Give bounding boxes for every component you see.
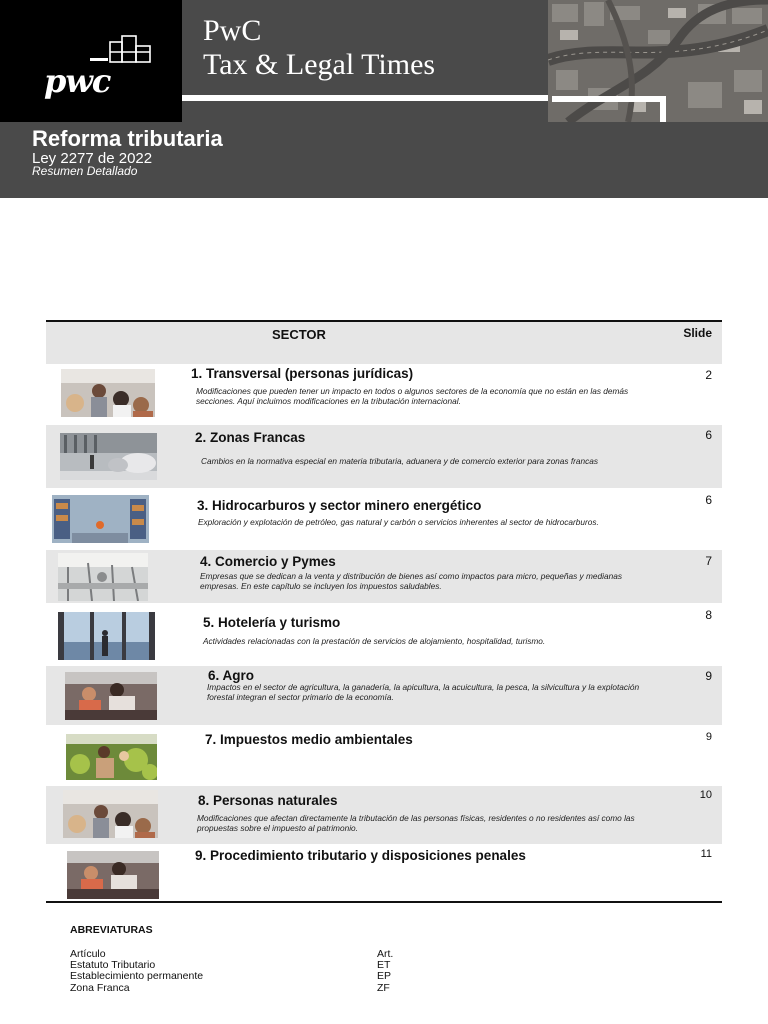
pwc-logo — [0, 0, 182, 122]
abbreviation-code: ZF — [377, 982, 390, 994]
row-description: Modificaciones que afectan directamente la tributación de las personas físicas, residentes o no residentes así como las propuestas sobre el impuesto al patrimonio. — [197, 813, 635, 833]
publication-title-line1: PwC — [203, 14, 262, 47]
greenhouse-thumbnail — [66, 734, 157, 780]
row-slide-number: 11 — [700, 848, 712, 860]
parking-lot-thumbnail — [60, 433, 157, 480]
column-header-slide: Slide — [683, 326, 712, 340]
report-note: Resumen Detallado — [32, 164, 138, 178]
publication-title-line2: Tax & Legal Times — [203, 48, 436, 81]
table-row-ambientales[interactable] — [46, 728, 722, 784]
abbreviation-term: Zona Franca — [70, 982, 130, 994]
row-description: Impactos en el sector de agricultura, la ganadería, la apicultura, la acuicultura, la pesca, la silvicultura y la explotación forestal integran el sector primario de la economía. — [207, 682, 640, 702]
row-description: Exploración y explotación de petróleo, gas natural y carbón o servicios inherentes al sector de hidrocarburos. — [198, 517, 599, 527]
column-header-sector: SECTOR — [272, 327, 326, 342]
row-title: 2. Zonas Francas — [195, 430, 306, 445]
abbreviation-code: ET — [377, 959, 391, 971]
warehouse-thumbnail — [52, 495, 149, 543]
factory-thumbnail — [58, 553, 148, 601]
row-title: 3. Hidrocarburos y sector minero energético — [197, 498, 482, 513]
row-slide-number: 9 — [705, 731, 712, 743]
city-image-frame-edge — [660, 96, 666, 122]
city-aerial-image — [548, 0, 768, 122]
table-row-personas-naturales[interactable] — [46, 786, 722, 844]
abbreviation-code: EP — [377, 970, 392, 982]
abbreviation-item — [70, 982, 400, 994]
table-bottom-rule — [46, 901, 722, 903]
row-title: 8. Personas naturales — [198, 793, 338, 808]
abbreviation-term: Estatuto Tributario — [70, 959, 156, 971]
report-title: Reforma tributaria — [32, 126, 223, 151]
table-row-agro[interactable] — [46, 666, 722, 725]
people-sofa-thumbnail — [65, 672, 157, 720]
row-slide-number: 10 — [699, 789, 712, 801]
table-row-transversal[interactable] — [46, 364, 722, 422]
table-row-zonas-francas[interactable] — [46, 425, 722, 488]
people-meeting-thumbnail — [63, 790, 158, 838]
row-description: Actividades relacionadas con la prestación de servicios de alojamiento, hospitalidad, turismo. — [203, 636, 546, 646]
window-view-thumbnail — [58, 612, 155, 660]
row-description: Cambios en la normativa especial en materia tributaria, aduanera y de comercio exterior para zonas francas — [201, 456, 599, 466]
report-law: Ley 2277 de 2022 — [32, 150, 153, 167]
header-gray-strip — [182, 101, 548, 122]
row-slide-number: 8 — [705, 608, 712, 622]
pwc-logo-dash — [90, 58, 108, 61]
people-meeting-thumbnail — [61, 369, 155, 417]
row-description: Empresas que se dedican a la venta y distribución de bienes así como impactos para micro, pequeñas y medianas empresas. En este capítulo se incluyen los impuestos saludables. — [200, 571, 622, 591]
row-slide-number: 2 — [705, 368, 712, 382]
row-title: 5. Hotelería y turismo — [203, 615, 341, 630]
row-title: 7. Impuestos medio ambientales — [205, 732, 413, 747]
pwc-logo-text: pwc — [44, 62, 111, 100]
row-title: 9. Procedimiento tributario y disposiciones penales — [195, 848, 526, 863]
abbreviation-item — [70, 970, 400, 982]
publication-title-box — [182, 0, 548, 95]
row-slide-number: 6 — [705, 428, 712, 442]
row-slide-number: 9 — [705, 669, 712, 683]
pwc-logo-mark-icon — [108, 34, 152, 64]
row-title: 4. Comercio y Pymes — [200, 554, 336, 569]
row-slide-number: 7 — [705, 554, 712, 568]
row-title: 6. Agro — [208, 668, 255, 683]
abbreviations-heading: ABREVIATURAS — [70, 924, 153, 936]
row-description: Modificaciones que pueden tener un impacto en todos o algunos sectores de la economía que no están en las demás secciones. Aquí incluimos modificaciones en la tributación internacional. — [196, 386, 629, 406]
row-title: 1. Transversal (personas jurídicas) — [191, 366, 414, 381]
table-header — [46, 322, 722, 364]
table-row-procedimiento[interactable] — [46, 846, 722, 902]
table-row-comercio[interactable] — [46, 550, 722, 603]
table-row-hidrocarburos[interactable] — [46, 490, 722, 548]
table-row-hoteleria[interactable] — [46, 605, 722, 663]
city-image-frame — [552, 96, 666, 102]
people-sofa-thumbnail — [67, 851, 159, 899]
report-banner — [0, 122, 768, 198]
abbreviation-term: Artículo — [70, 948, 106, 960]
abbreviation-code: Art. — [377, 948, 394, 960]
row-slide-number: 6 — [705, 493, 712, 507]
abbreviation-term: Establecimiento permanente — [70, 970, 204, 982]
